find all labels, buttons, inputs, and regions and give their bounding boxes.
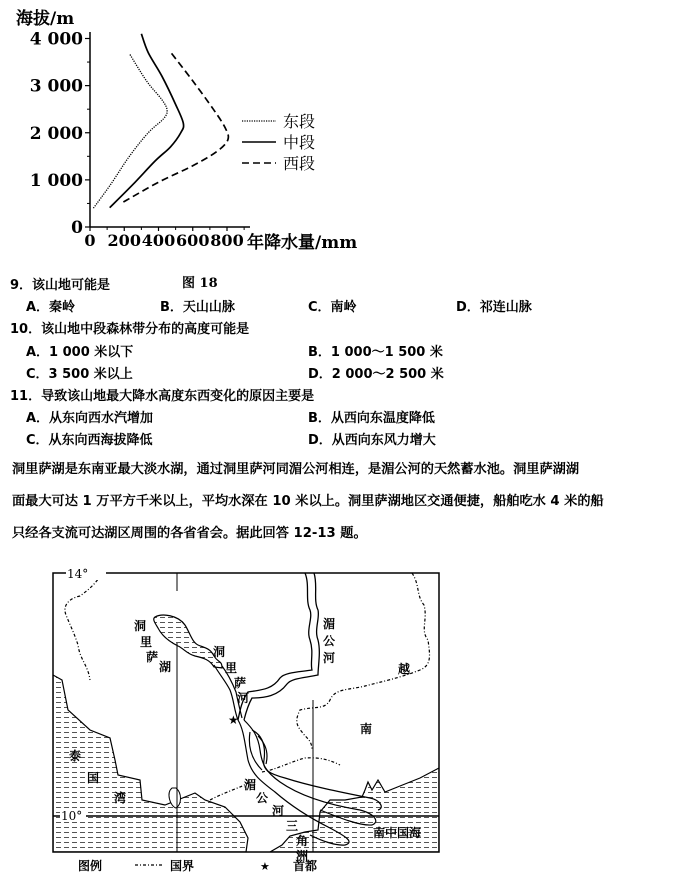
legend-capital-label: 首都 [293,859,318,873]
gulf-label-1: 泰 [69,749,82,763]
mekong-lower-label-2: 公 [256,791,269,805]
y-tick-label: 1 000 [29,170,83,191]
legend-border-label: 国界 [170,859,195,873]
question-11-option-c: C．从东向西海拔降低 [26,433,153,448]
y-tick-label: 3 000 [29,76,83,97]
x-tick-label: 600 [176,231,210,250]
border-line [65,573,102,680]
legend-label: 中段 [283,133,316,152]
lake-label-4: 湖 [159,660,172,674]
question-10-stem: 10．该山地中段森林带分布的高度可能是 [10,322,250,337]
question-11-stem: 11．导致该山地最大降水高度东西变化的原因主要是 [10,389,315,404]
x-tick-label: 400 [141,231,176,250]
mekong-delta-map [0,560,460,885]
capital-star-icon: ★ [228,713,239,727]
river-label-1: 洞 [213,645,226,659]
mekong-upper-label-2: 公 [323,634,336,648]
legend-label: 东段 [283,112,316,131]
x-axis-label: 年降水量/mm [247,233,358,253]
question-9-stem: 9．该山地可能是 [10,278,111,293]
question-9-option-b: B．天山山脉 [160,300,235,315]
series-line-西段 [123,53,228,202]
y-axis-label: 海拔/m [16,9,75,29]
question-11-option-d: D．从西向东风力增大 [308,433,436,448]
sea-label: 南中国海 [373,826,422,840]
river-label-4: 河 [237,691,250,705]
x-tick-label: 800 [210,231,244,250]
y-tick-label: 4 000 [29,29,83,50]
question-9-option-c: C．南岭 [308,300,357,315]
mekong-river [238,573,312,720]
y-tick-label: 0 [71,218,83,238]
mekong-lower-label-3: 河 [272,804,285,818]
question-9-option-a: A．秦岭 [26,300,76,315]
lake-label-2: 里 [140,635,153,649]
legend-title: 图例 [78,859,103,873]
latitude-14-label: 14° [67,567,89,581]
x-tick-label: 0 [84,231,96,250]
delta-label-3: 洲 [296,849,309,863]
river-label-3: 萨 [234,676,247,690]
vietnam-label-1: 越 [398,662,411,676]
lake-label-1: 洞 [134,619,147,633]
passage-line-1: 洞里萨湖是东南亚最大淡水湖，通过洞里萨河同湄公河相连，是湄公河的天然蓄水池。洞里萨湖湖 [12,462,580,477]
vietnam-label-2: 南 [360,722,373,736]
latitude-10-label: 10° [61,809,83,823]
legend-label: 西段 [283,154,316,173]
mekong-lower-label-1: 湄 [244,778,257,792]
gulf-label-3: 湾 [114,791,127,805]
figure-caption: 图 18 [182,276,218,291]
series-line-东段 [93,54,167,209]
gulf-label-2: 国 [87,771,100,785]
question-11-option-a: A．从东向西水汽增加 [26,411,154,426]
delta-label-2: 角 [296,834,309,848]
question-11-option-b: B．从西向东温度降低 [308,411,435,426]
question-10-option-a: A．1 000 米以下 [26,345,134,360]
question-10-option-b: B．1 000～1 500 米 [308,345,443,360]
delta-label-1: 三 [286,819,299,833]
lake-label-3: 萨 [146,650,159,664]
legend-capital-star-icon: ★ [260,860,270,873]
passage-line-3: 只经各支流可达湖区周围的各省省会。据此回答 12-13 题。 [12,526,367,541]
question-10-option-c: C．3 500 米以上 [26,367,133,382]
river-label-2: 里 [225,661,238,675]
y-tick-label: 2 000 [29,123,83,144]
question-10-option-d: D．2 000～2 500 米 [308,367,444,382]
gulf-of-thailand [53,675,248,852]
mekong-upper-label-1: 湄 [323,617,336,631]
x-tick-label: 200 [107,231,141,250]
series-line-中段 [110,34,184,208]
mekong-upper-label-3: 河 [323,651,336,665]
precipitation-altitude-chart [0,0,380,258]
passage-line-2: 面最大可达 1 万平方千米以上，平均水深在 10 米以上。洞里萨湖地区交通便捷，船舶吃水 4 米的船 [12,494,604,509]
question-9-option-d: D．祁连山脉 [456,300,532,315]
